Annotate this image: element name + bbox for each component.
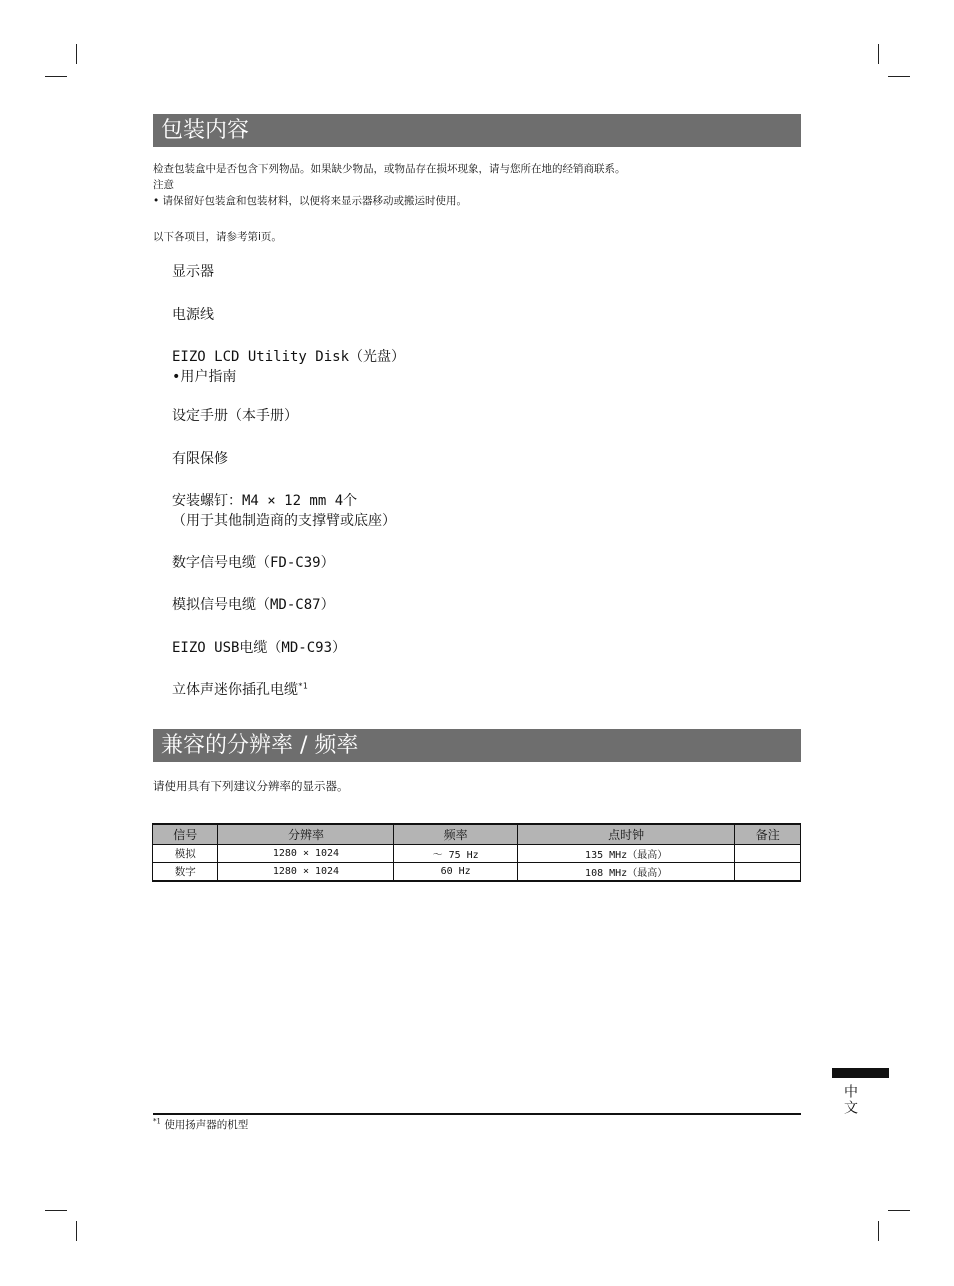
column-header: 备注 [735, 824, 801, 845]
section-title-resolution: 兼容的分辨率 / 频率 [153, 729, 801, 762]
crop-mark [888, 76, 910, 77]
note-bullet: • 请保留好包装盒和包装材料，以便将来显示器移动或搬运时使用。 [153, 195, 468, 207]
language-tab-marker [832, 1068, 889, 1078]
table-row [153, 845, 801, 863]
reference-text: 以下各项目，请参考第i页。 [153, 231, 282, 243]
list-item: EIZO LCD Utility Disk（光盘） [172, 349, 406, 365]
table-row [153, 863, 801, 882]
column-header: 点时钟 [517, 824, 735, 845]
footnote-divider [153, 1113, 801, 1115]
table-cell: 1280 × 1024 [218, 863, 394, 882]
table-cell: 数字 [153, 863, 218, 882]
crop-mark [76, 44, 77, 64]
list-item: 模拟信号电缆（MD-C87） [172, 597, 335, 613]
list-item: （用于其他制造商的支撑臂或底座） [172, 513, 396, 529]
footnote-ref: *1 [298, 681, 308, 691]
list-item: 安装螺钉：M4 × 12 mm 4个 [172, 493, 358, 509]
list-item-label: 立体声迷你插孔电缆 [172, 682, 298, 698]
footnote-mark: *1 [153, 1117, 161, 1126]
table-cell: 135 MHz（最高） [517, 845, 735, 863]
footnote-text: 使用扬声器的机型 [164, 1119, 249, 1131]
list-item: 设定手册（本手册） [172, 408, 298, 424]
list-item: EIZO USB电缆（MD-C93） [172, 640, 347, 656]
list-item: •用户指南 [172, 369, 237, 385]
section-title-package-contents: 包装内容 [153, 114, 801, 147]
list-item [172, 680, 308, 700]
table-header-row [153, 824, 801, 845]
column-header: 分辨率 [218, 824, 394, 845]
table-cell: 108 MHz（最高） [517, 863, 735, 882]
table-cell [735, 845, 801, 863]
resolution-intro: 请使用具有下列建议分辨率的显示器。 [153, 779, 349, 793]
crop-mark [45, 1210, 67, 1211]
column-header: 信号 [153, 824, 218, 845]
crop-mark [878, 44, 879, 64]
list-item: 有限保修 [172, 451, 228, 467]
list-item: 数字信号电缆（FD-C39） [172, 555, 335, 571]
language-tab-label: 中文 [842, 1084, 858, 1116]
table-cell: ～ 75 Hz [394, 845, 517, 863]
footnote [153, 1117, 248, 1132]
table-cell [735, 863, 801, 882]
intro-text: 检查包装盒中是否包含下列物品。如果缺少物品，或物品存在损坏现象，请与您所在地的经销商联系。 [153, 163, 626, 175]
list-item: 电源线 [172, 307, 214, 323]
column-header: 频率 [394, 824, 517, 845]
table-cell: 60 Hz [394, 863, 517, 882]
crop-mark [45, 76, 67, 77]
list-item: 显示器 [172, 264, 214, 280]
resolution-table [152, 823, 801, 882]
table-cell: 1280 × 1024 [218, 845, 394, 863]
crop-mark [878, 1221, 879, 1241]
table-cell: 模拟 [153, 845, 218, 863]
crop-mark [888, 1210, 910, 1211]
crop-mark [76, 1221, 77, 1241]
note-label: 注意 [153, 179, 174, 191]
